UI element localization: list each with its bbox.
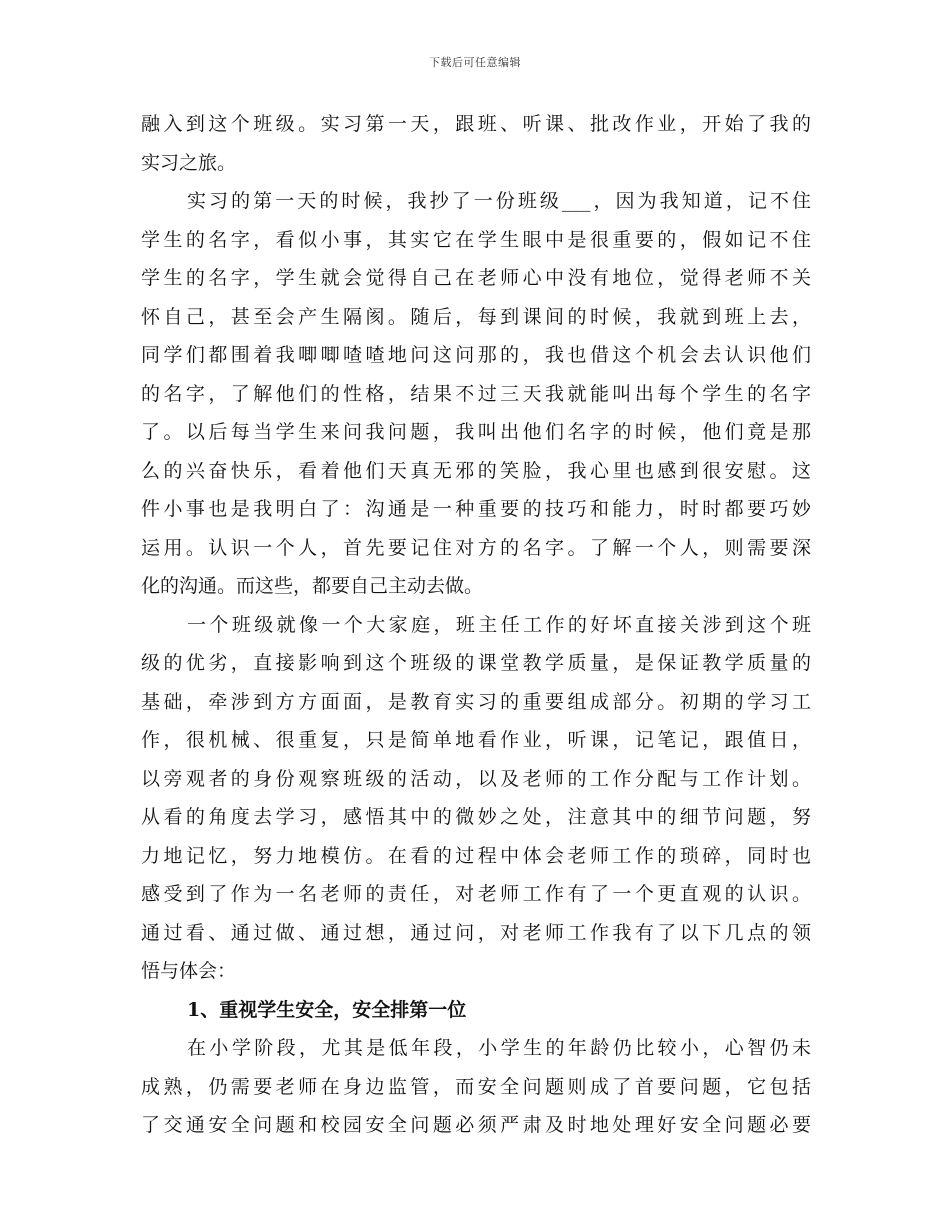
paragraph-start-line: 一个班级就像一个大家庭，班主任工作的好坏直接关涉到这个班 (187, 613, 811, 636)
section-heading: 1、重视学生安全，安全排第一位 (187, 998, 467, 1021)
text-line: 件小事也是我明白了：沟通是一种重要的技巧和能力，时时都要巧妙 (141, 498, 811, 520)
text-line: 从看的角度去学习，感悟其中的微妙之处，注意其中的细节问题，努 (141, 806, 811, 828)
text-line: 实习之旅。 (141, 151, 237, 174)
text-line: 怀自己，甚至会产生隔阂。随后，每到课间的时候，我就到班上去， (141, 305, 811, 328)
text-line: 成熟，仍需要老师在身边监管，而安全问题则成了首要问题，它包括 (141, 1075, 811, 1098)
text-line: 学生的名字，学生就会觉得自己在老师心中没有地位，觉得老师不关 (141, 267, 811, 289)
text-line: 化的沟通。而这些，都要自己主动去做。 (141, 575, 484, 597)
text-line: 融入到这个班级。实习第一天，跟班、听课、批改作业，开始了我的 (141, 113, 811, 135)
text-line: 感受到了作为一名老师的责任，对老师工作有了一个更直观的认识。 (141, 883, 811, 905)
text-line: 了。以后每当学生来问我问题，我叫出他们名字的时候，他们竟是那 (141, 421, 811, 443)
document-body (141, 105, 811, 1145)
text-line: 级的优劣，直接影响到这个班级的课堂教学质量，是保证教学质量的 (141, 652, 811, 674)
text-line: 么的兴奋快乐，看着他们天真无邪的笑脸，我心里也感到很安慰。这 (141, 459, 811, 482)
text-line: 运用。认识一个人，首先要记住对方的名字。了解一个人，则需要深 (141, 536, 811, 559)
text-line: 学生的名字，看似小事，其实它在学生眼中是很重要的，假如记不住 (141, 228, 811, 251)
text-line: 以旁观者的身份观察班级的活动，以及老师的工作分配与工作计划。 (141, 767, 811, 790)
text-line: 悟与体会： (141, 960, 237, 982)
page-header: 下载后可任意编辑 (429, 56, 521, 69)
paragraph-start-line: 在小学阶段，尤其是低年段，小学生的年龄仍比较小，心智仍未 (187, 1037, 811, 1059)
text-line: 同学们都围着我唧唧喳喳地问这问那的，我也借这个机会去认识他们 (141, 344, 811, 366)
text-line: 基础，牵涉到方方面面，是教育实习的重要组成部分。初期的学习工 (141, 690, 811, 713)
text-line: 力地记忆，努力地模仿。在看的过程中体会老师工作的琐碎，同时也 (141, 844, 811, 867)
text-line: 了交通安全问题和校园安全问题必须严肃及时地处理好安全问题必要 (141, 1114, 811, 1136)
text-line: 的名字，了解他们的性格，结果不过三天我就能叫出每个学生的名字 (141, 382, 811, 405)
text-line: 作，很机械、很重复，只是简单地看作业，听课，记笔记，跟值日， (141, 729, 811, 751)
paragraph-start-line: 实习的第一天的时候，我抄了一份班级___，因为我知道，记不住 (187, 190, 811, 212)
text-line: 通过看、通过做、通过想，通过问，对老师工作我有了以下几点的领 (141, 921, 811, 944)
